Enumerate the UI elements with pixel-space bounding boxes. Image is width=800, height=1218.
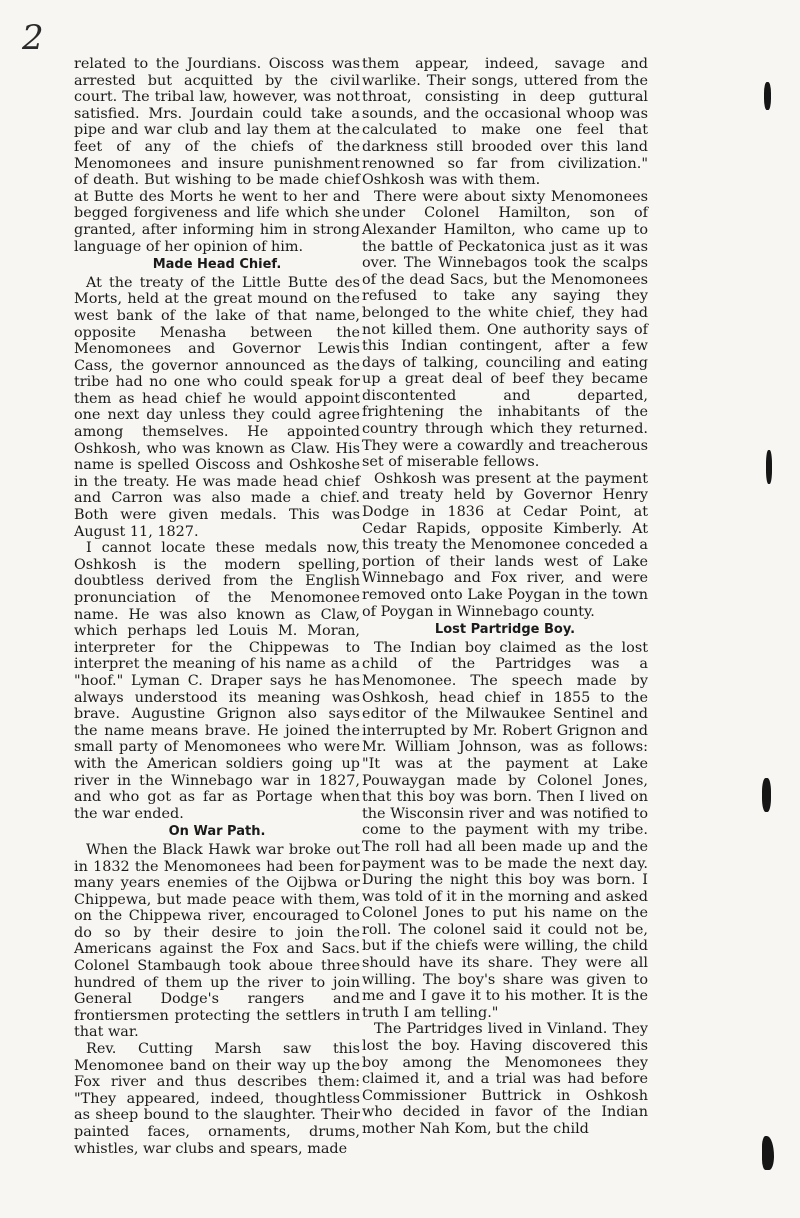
scan-margin-mark [764,82,771,110]
section-heading: Made Head Chief. [152,257,282,273]
right-column [362,56,648,1138]
paragraph: At the treaty of the Little Butte des Morts, held at the great mound on the west bank of the lake of that name, opposite Menasha between the Menomonees and Governor Lewis Cass, the governor announced as the tribe had no one who could speak for them as head chief he would appoint one next day unless they could agree among themselves. He appointed Oshkosh, who was known as Claw. His name is spelled Oiscoss and Oshkoshe in the treaty. He was made head chief and Carron was also made a chief. Both were given medals. This was August 11, 1827. [74,274,360,540]
paragraph: I cannot locate these medals now, Oshkosh is the modern spelling, doubtless derived from the English pronunciation of the Menomonee name. He was also known as Claw, which perhaps led Louis M. Moran, interpreter for the Chippewas to interpret the meaning of his name as a "hoof." Lyman C. Draper says he has always understood its meaning was brave. Augustine Grignon also says the name means brave. He joined the small party of Menomonees who were with the American soldiers going up river in the Winnebago war in 1827, and who got as far as Portage when the war ended. [74,540,360,822]
scan-margin-mark [766,450,772,484]
scan-margin-mark [762,778,771,812]
paragraph: The Indian boy claimed as the lost child of the Partridges was a Menomonee. The speech made by Oshkosh, head chief in 1855 to the editor of the Milwaukee Sentinel and interrupted by Mr. Robert Grignon and Mr. William Johnson, was as follows: "It was at the payment at Lake Pouwaygan made by Colonel Jones, that this boy was born. Then I lived on the Wisconsin river and was notified to come to the payment with my tribe. The roll had all been made up and the payment was to be made the next day. During the night this boy was born. I was told of it in the morning and asked Colonel Jones to put his name on the roll. The colonel said it could not be, but if the chiefs were willing, the child should have its share. They were all willing. The boy's share was given to me and I gave it to his mother. It is the truth I am telling." [362,639,648,1021]
page-number: 2 [22,18,44,58]
paragraph: There were about sixty Menomonees under Colonel Hamilton, son of Alexander Hamilton, who came up to the battle of Peckatonica just as it was over. The Winnebagos took the scalps of the dead Sacs, but the Menomonees refused to take any saying they belonged to the white chief, they had not killed them. One authority says of this Indian contingent, after a few days of talking, counciling and eating up a great deal of beef they became discontented and departed, frightening the inhabitants of the country through which they returned. They were a cowardly and treacherous set of miserable fellows. [362,188,648,471]
paragraph: Rev. Cutting Marsh saw this Menomonee band on their way up the Fox river and thus describes them: "They appeared, indeed, thoughtless as sheep bound to the slaughter. Their painted faces, ornaments, drums, whistles, war clubs and spears, made [74,1041,360,1157]
paragraph: Oshkosh was present at the payment and treaty held by Governor Henry Dodge in 1836 at Cedar Point, at Cedar Rapids, opposite Kimberly. At this treaty the Menomonee conceded a portion of their lands west of Lake Winnebago and Fox river, and were removed onto Lake Poygan in the town of Poygan in Winnebago county. [362,470,648,620]
paragraph: them appear, indeed, savage and warlike. Their songs, uttered from the throat, consisting in deep guttural sounds, and the occasional whoop was calculated to make one feel that darkness still brooded over this land renowned so far from civilization." Oshkosh was with them. [362,56,648,189]
left-column [74,56,360,1157]
paragraph: When the Black Hawk war broke out in 1832 the Menomonees had been for many years enemies of the Oijbwa or Chippewa, but made peace with them, on the Chippewa river, encouraged to do so by their desire to join the Americans against the Fox and Sacs. Colonel Stambaugh took aboue three hundred of them up the river to join General Dodge's rangers and frontiersmen protecting the settlers in that war. [74,841,360,1041]
paragraph: related to the Jourdians. Oiscoss was arrested but acquitted by the civil court. The tribal law, however, was not satisfied. Mrs. Jourdain could take a pipe and war club and lay them at the feet of any of the chiefs of the Menomonees and insure punishment of death. But wishing to be made chief at Butte des Morts he went to her and begged forgiveness and life which she granted, after informing him in strong language of her opinion of him. [74,56,360,255]
scan-margin-mark [762,1136,774,1170]
section-heading: On War Path. [168,824,266,840]
paragraph: The Partridges lived in Vinland. They lost the boy. Having discovered this boy among the Menomonees they claimed it, and a trial was had before Commissioner Buttrick in Oshkosh who decided in favor of the Indian mother Nah Kom, but the child [362,1021,648,1137]
section-heading: Lost Partridge Boy. [434,622,576,638]
